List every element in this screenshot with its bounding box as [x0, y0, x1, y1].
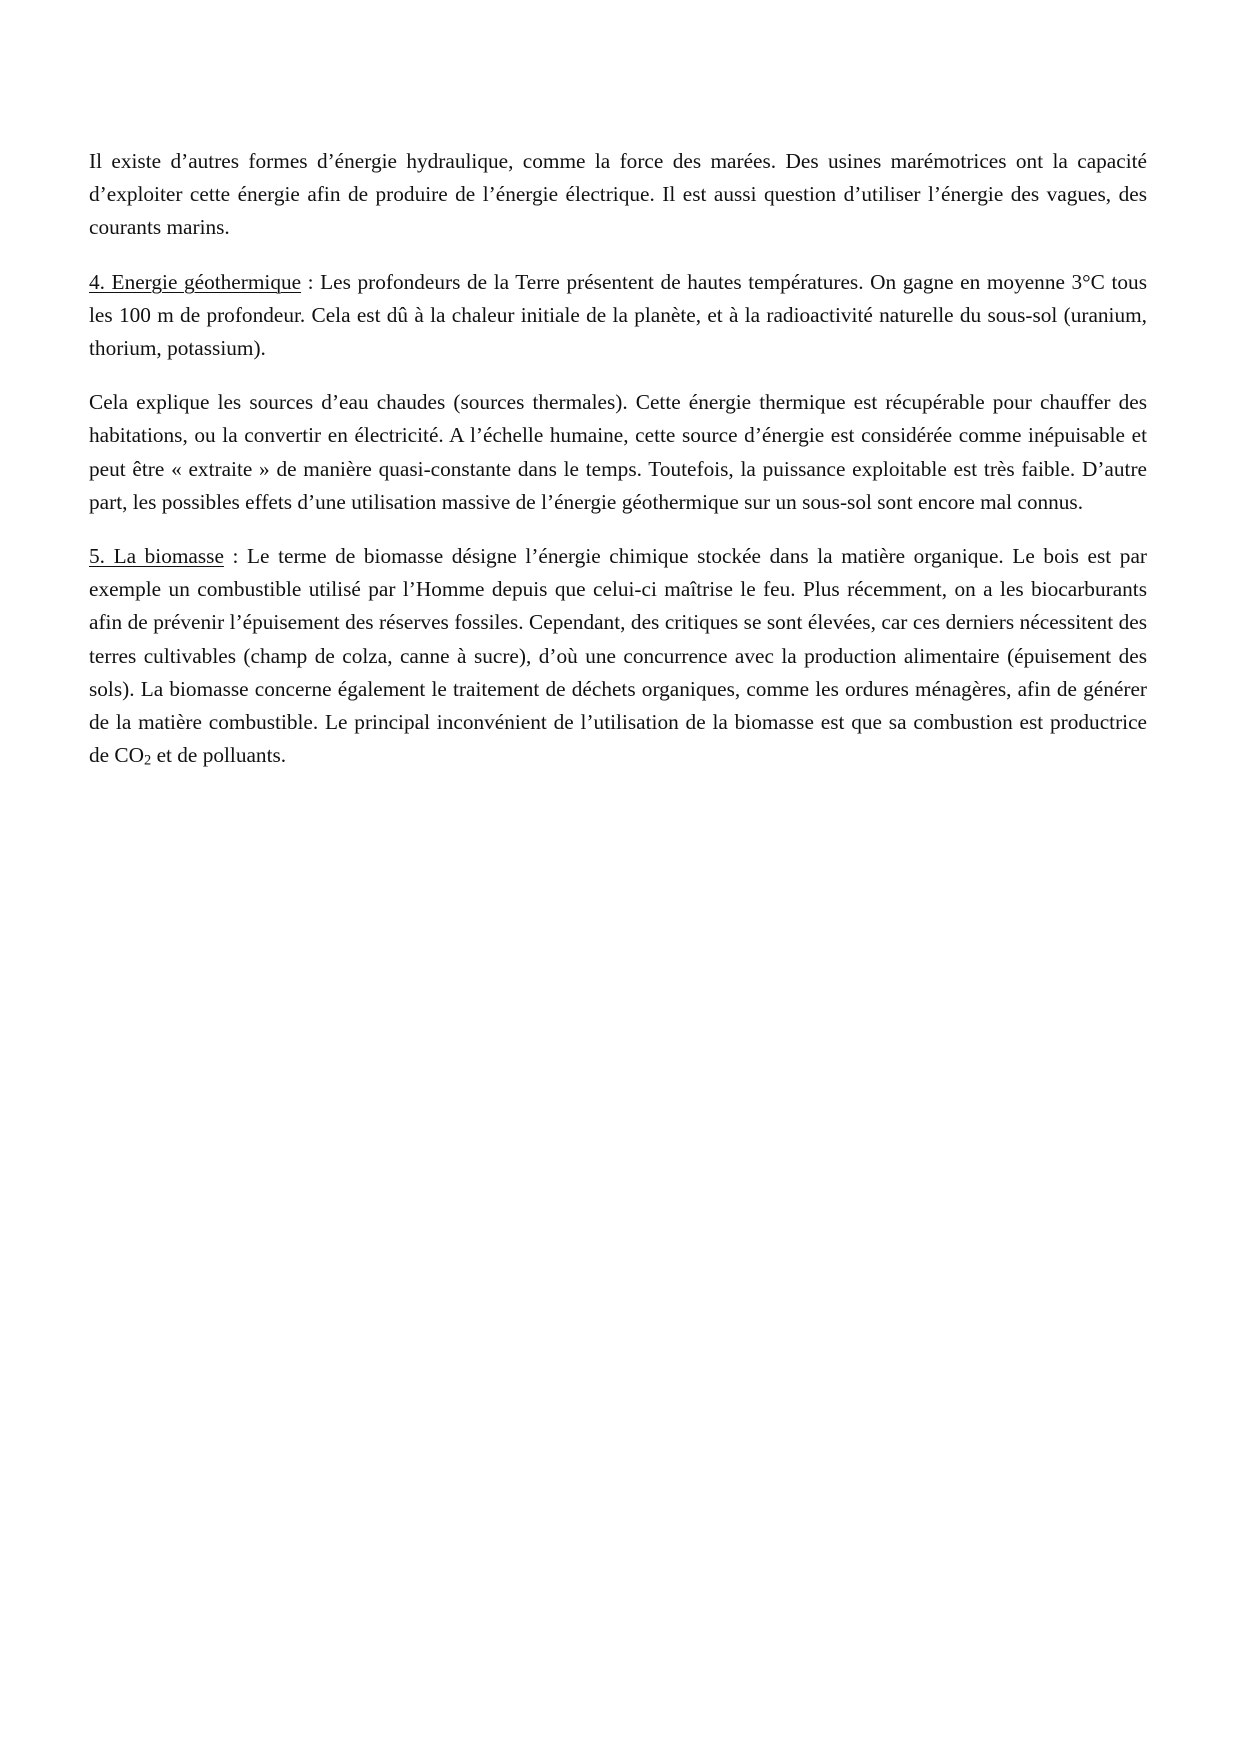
heading-separator: :	[301, 269, 321, 294]
section-heading-geothermal: 4. Energie géothermique	[89, 269, 302, 294]
geothermal-text: Les profondeurs de la Terre présentent de hautes températures. On gagne en moyenne 3°C tous les 100 m de profondeur. Cela est dû à la chaleur initiale de la planète, et à la radioactivité naturelle du sous-sol (uranium, thorium, potassium).	[89, 269, 1147, 361]
biomass-text: Le terme de biomasse désigne l’énergie chimique stockée dans la matière organique. Le bois est par exemple un combustible utilisé par l’Homme depuis que celui-ci maîtrise le feu. Plus récemment, on a les biocarburants afin de prévenir l’épuisement des réserves fossiles. Cependant, des critiques se sont élevées, car ces derniers nécessitent des terres cultivables (champ de colza, canne à sucre), d’où une concurrence avec la production alimentaire (épuisement des sols). La biomasse concerne également le traitement de déchets organiques, comme les ordures ménagères, afin de générer de la matière combustible. Le principal inconvénient de l’utilisation de la biomasse est que sa combustion est productrice de CO	[89, 544, 1147, 768]
document-body	[89, 145, 1147, 793]
heading-separator: :	[223, 544, 248, 569]
co2-subscript: 2	[144, 752, 152, 769]
biomass-text-end: et de polluants.	[151, 743, 287, 768]
paragraph-biomass	[89, 540, 1147, 772]
paragraph-hydraulic-energy: Il existe d’autres formes d’énergie hydraulique, comme la force des marées. Des usines marémotrices ont la capacité d’exploiter cette énergie afin de produire de l’énergie électrique. Il est aussi question d’utiliser l’énergie des vagues, des courants marins.	[89, 149, 1147, 240]
paragraph-thermal-sources: Cela explique les sources d’eau chaudes (sources thermales). Cette énergie thermique est récupérable pour chauffer des habitations, ou la convertir en électricité. A l’échelle humaine, cette source d’énergie est considérée comme inépuisable et peut être « extraite » de manière quasi-constante dans le temps. Toutefois, la puissance exploitable est très faible. D’autre part, les possibles effets d’une utilisation massive de l’énergie géothermique sur un sous-sol sont encore mal connus.	[89, 390, 1147, 514]
paragraph-geothermal-energy	[89, 266, 1147, 366]
section-heading-biomass: 5. La biomasse	[89, 544, 224, 569]
